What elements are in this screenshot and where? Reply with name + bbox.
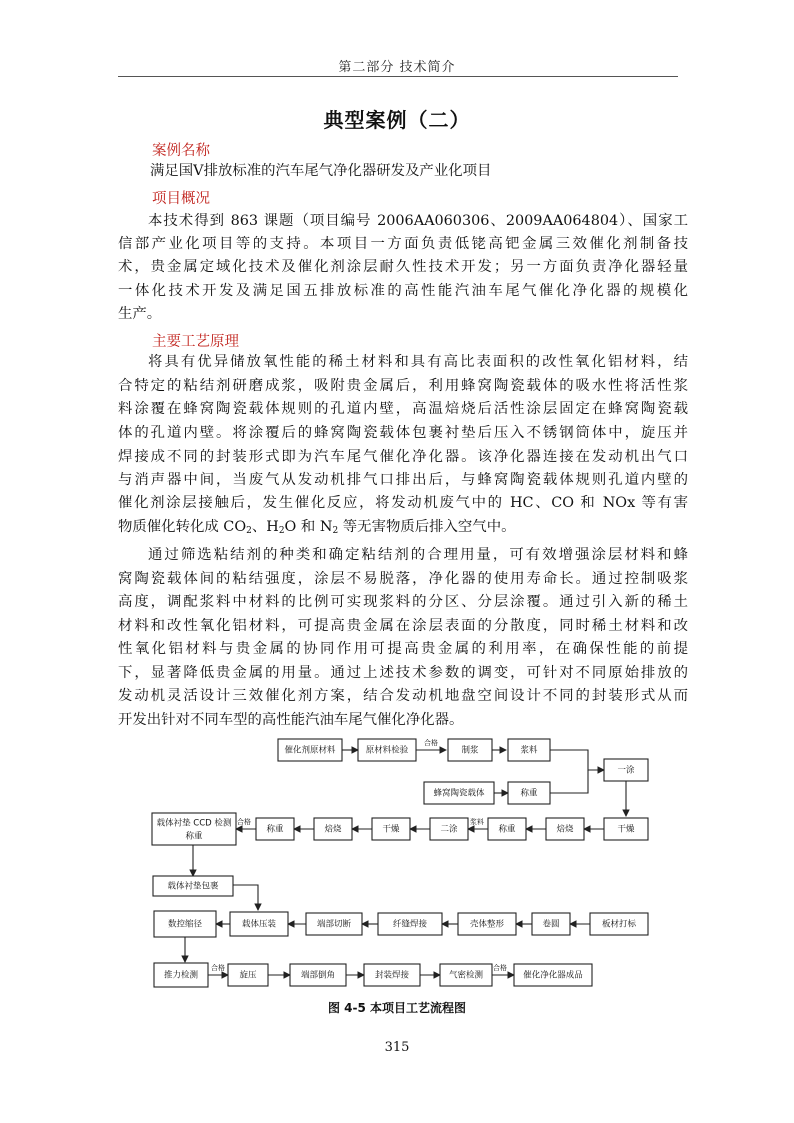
overview-line: 生产。 — [118, 306, 162, 322]
page-title: 典型案例（二） — [323, 108, 471, 132]
section-heading-name: 案例名称 — [152, 143, 210, 159]
principle-line: 焊接成不同的封装形式即为汽车尾气催化净化器。该净化器连接在发动机出气口 — [118, 449, 688, 465]
flow-box-tube-weld — [364, 964, 420, 986]
svg-text:一涂: 一涂 — [617, 765, 635, 776]
svg-text:端部切断: 端部切断 — [316, 919, 352, 930]
flow-box-weigh3 — [256, 818, 294, 840]
svg-text:载体衬垫包裹: 载体衬垫包裹 — [167, 881, 219, 892]
flow-box-coat1 — [604, 759, 648, 781]
para2-line: 高度，调配浆料中材料的比例可实现浆料的分区、分层涂覆。通过引入新的稀土 — [118, 594, 688, 610]
principle-line-last: 物质催化转化成 $CO_2$、$H_2O$ 和 $N_2$ 等无害物质后排入空气中。 — [118, 519, 516, 536]
figure-caption: 图 4-5 本项目工艺流程图 — [327, 1001, 467, 1015]
para2-line: 下，显著降低贵金属的用量。通过上述技术参数的调变，可针对不同原始排放的 — [118, 665, 688, 681]
svg-text:称重: 称重 — [498, 824, 516, 835]
flow-box-leak-test — [440, 964, 492, 986]
svg-text:板材打标: 板材打标 — [601, 919, 637, 930]
para2-line: 开发出针对不同车型的高性能汽油车尾气催化净化器。 — [118, 712, 464, 728]
svg-text:旋压: 旋压 — [239, 970, 257, 981]
svg-text:催化净化器成品: 催化净化器成品 — [523, 970, 583, 981]
connector — [233, 885, 258, 910]
svg-text:卷圆: 卷圆 — [542, 919, 560, 930]
pass-label: 合格 — [493, 964, 507, 972]
flow-box-slurry — [508, 739, 550, 761]
svg-text:数控缩径: 数控缩径 — [167, 919, 203, 930]
flow-box-bake2 — [314, 818, 352, 840]
principle-line: 与消声器中间，当废气从发动机排气口排出后，与蜂窝陶瓷载体规则孔道内壁的 — [118, 472, 688, 488]
svg-text:制浆: 制浆 — [461, 745, 479, 756]
flow-box-cnc-shrink — [154, 911, 216, 937]
flow-box-honeycomb — [424, 782, 494, 804]
para2-line: 性氧化铝材料与贵金属的协同作用可提高贵金属的利用率，在确保性能的前提 — [118, 641, 688, 657]
case-name-text: 满足国Ⅴ排放标准的汽车尾气净化器研发及产业化项目 — [150, 163, 492, 179]
flow-box-dry2 — [372, 818, 410, 840]
flow-box-push-test — [154, 963, 208, 987]
principle-line: 体的孔道内壁。将涂覆后的蜂窝陶瓷载体包裹衬垫后压入不锈钢筒体中，旋压并 — [118, 425, 688, 441]
para2-line: 材料和改性氧化铝材料，可提高贵金属在涂层表面的分散度，同时稀土材料和改 — [118, 618, 688, 634]
svg-text:二涂: 二涂 — [440, 824, 458, 835]
svg-text:称重: 称重 — [185, 831, 203, 842]
pass-label: 合格 — [211, 964, 225, 972]
svg-text:封装焊接: 封装焊接 — [374, 970, 410, 981]
svg-text:端部倒角: 端部倒角 — [300, 970, 336, 981]
flow-box-coat2 — [430, 818, 468, 840]
svg-text:载体衬垫 CCD 检测: 载体衬垫 CCD 检测 — [156, 818, 232, 829]
svg-text:焙烧: 焙烧 — [556, 824, 574, 835]
flow-box-product — [514, 964, 592, 986]
flow-box-roll — [532, 913, 570, 935]
flow-box-seam-weld — [378, 913, 442, 935]
connector — [550, 770, 588, 793]
principle-line: 合特定的粘结剂研磨成浆，吸附贵金属后，利用蜂窝陶瓷载体的吸水性将活性浆 — [118, 378, 688, 394]
svg-text:推力检测: 推力检测 — [163, 970, 199, 981]
section-heading-principle: 主要工艺原理 — [152, 334, 239, 350]
pass-label: 合格 — [237, 818, 251, 826]
svg-text:载体压装: 载体压装 — [241, 919, 277, 930]
flow-box-raw-inspect — [358, 739, 416, 761]
flow-box-raw-material — [278, 739, 342, 761]
svg-text:浆料: 浆料 — [520, 745, 538, 756]
para2-line: 通过筛选粘结剂的种类和确定粘结剂的合理用量，可有效增强涂层材料和蜂 — [148, 547, 688, 563]
svg-text:催化剂原材料: 催化剂原材料 — [284, 745, 336, 756]
overview-line: 信部产业化项目等的支持。本项目一方面负责低铑高钯金属三效催化剂制备技 — [118, 236, 688, 252]
para2-line: 发动机灵活设计三效催化剂方案，结合发动机地盘空间设计不同的封装形式从而 — [118, 688, 688, 704]
running-header: 第二部分 技术简介 — [338, 60, 456, 75]
flow-box-weigh1 — [508, 782, 550, 804]
connector — [550, 750, 604, 770]
overview-line: 本技术得到 863 课题（项目编号 2006AA060306、2009AA064804）、国家工 — [148, 213, 688, 229]
flow-box-pulping — [448, 739, 492, 761]
flow-box-dry1 — [604, 818, 648, 840]
para2-line: 窝陶瓷载体间的粘结强度，涂层不易脱落，净化器的使用寿命长。通过控制吸浆 — [118, 571, 688, 587]
flow-box-shell-shape — [458, 913, 516, 935]
pass-label: 合格 — [424, 739, 438, 747]
flow-box-bake1 — [546, 818, 584, 840]
flow-box-press — [230, 912, 288, 936]
flow-box-plate-mark — [590, 913, 648, 935]
svg-text:原材料检验: 原材料检验 — [365, 745, 409, 756]
overview-line: 一体化技术开发及满足国五排放标准的高性能汽油车尾气催化净化器的规模化 — [118, 283, 688, 299]
svg-text:气密检测: 气密检测 — [448, 970, 484, 981]
page-number: 315 — [384, 1040, 410, 1055]
flow-box-wrap — [153, 876, 233, 896]
principle-line: 料涂覆在蜂窝陶瓷载体规则的孔道内壁，高温焙烧后活性涂层固定在蜂窝陶瓷载 — [118, 401, 688, 417]
svg-text:壳体整形: 壳体整形 — [469, 919, 505, 930]
flow-box-ccd — [152, 813, 236, 845]
svg-text:焙烧: 焙烧 — [324, 824, 342, 835]
principle-line: 催化剂涂层接触后，发生催化反应，将发动机废气中的 HC、CO 和 NOx 等有害 — [118, 495, 688, 511]
svg-text:纤缝焊接: 纤缝焊接 — [392, 919, 428, 930]
svg-text:干燥: 干燥 — [382, 824, 400, 835]
svg-text:称重: 称重 — [520, 788, 538, 799]
svg-text:蜂窝陶瓷载体: 蜂窝陶瓷载体 — [433, 788, 485, 799]
flow-box-spin-press — [228, 964, 268, 986]
overview-line: 术，贵金属定域化技术及催化剂涂层耐久性技术开发；另一方面负责净化器轻量 — [118, 259, 688, 275]
flow-box-end-cut — [306, 913, 362, 935]
principle-line: 将具有优异储放氧性能的稀土材料和具有高比表面积的改性氧化铝材料，结 — [148, 354, 688, 370]
section-heading-overview: 项目概况 — [152, 191, 210, 207]
slurry-label: 浆料 — [470, 818, 484, 826]
flow-box-weigh2 — [488, 818, 526, 840]
svg-text:称重: 称重 — [266, 824, 284, 835]
svg-text:干燥: 干燥 — [617, 824, 635, 835]
flow-box-end-chamfer — [290, 964, 346, 986]
